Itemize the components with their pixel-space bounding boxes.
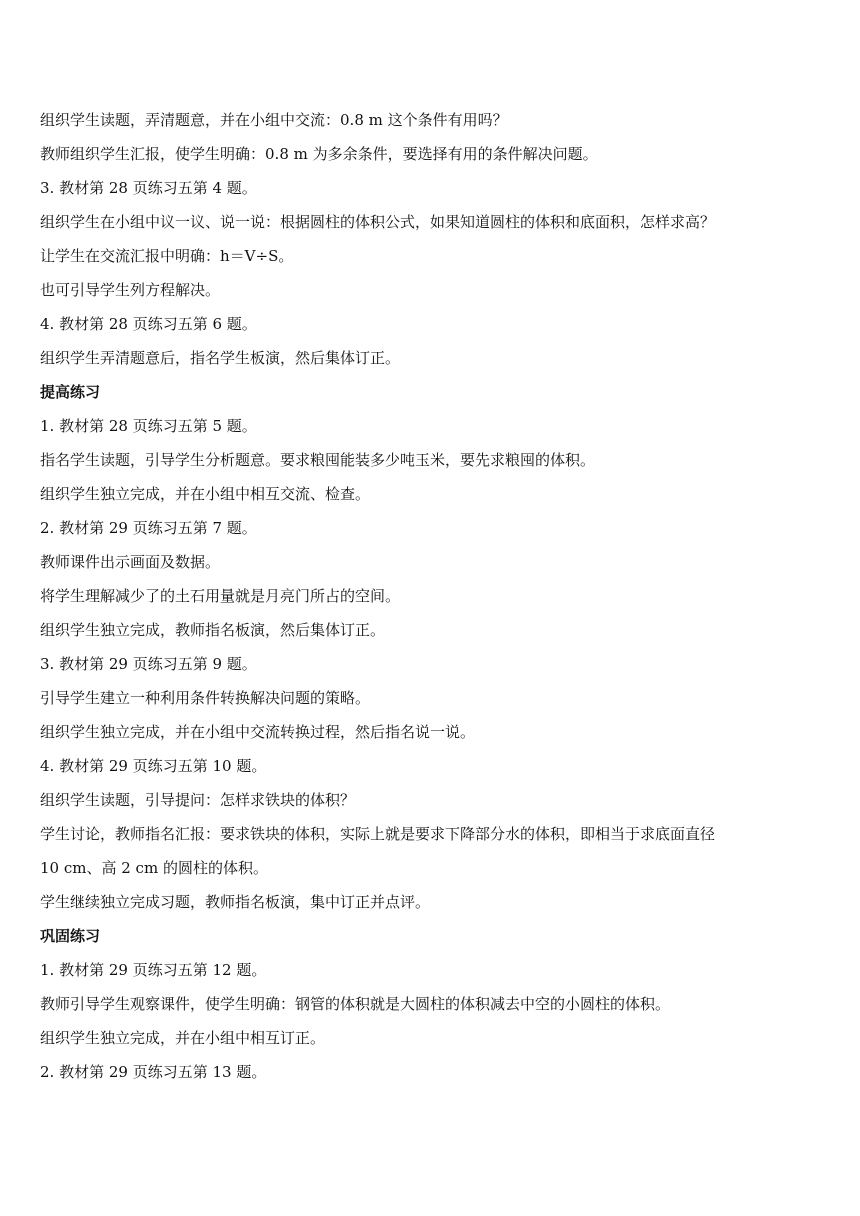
paragraph: 组织学生独立完成，并在小组中相互交流、检查。 bbox=[40, 485, 371, 503]
paragraph: 教师引导学生观察课件，使学生明确：钢管的体积就是大圆柱的体积减去中空的小圆柱的体积。 bbox=[40, 995, 671, 1013]
paragraph: 组织学生弄清题意后，指名学生板演，然后集体订正。 bbox=[40, 349, 401, 367]
section-heading-consolidation: 巩固练习 bbox=[40, 927, 101, 945]
exercise-item: 1. 教材第 28 页练习五第 5 题。 bbox=[40, 417, 257, 435]
paragraph: 指名学生读题，引导学生分析题意。要求粮囤能装多少吨玉米，要先求粮囤的体积。 bbox=[40, 451, 596, 469]
exercise-item: 2. 教材第 29 页练习五第 13 题。 bbox=[40, 1063, 267, 1081]
paragraph: 教师组织学生汇报，使学生明确：0.8 m 为多余条件，要选择有用的条件解决问题。 bbox=[40, 145, 598, 163]
paragraph: 将学生理解减少了的土石用量就是月亮门所占的空间。 bbox=[40, 587, 401, 605]
paragraph: 组织学生读题，弄清题意，并在小组中交流：0.8 m 这个条件有用吗？ bbox=[40, 111, 508, 129]
paragraph: 也可引导学生列方程解决。 bbox=[40, 281, 221, 299]
exercise-item: 1. 教材第 29 页练习五第 12 题。 bbox=[40, 961, 267, 979]
section-heading-improvement: 提高练习 bbox=[40, 383, 101, 401]
paragraph: 组织学生独立完成，并在小组中相互订正。 bbox=[40, 1029, 326, 1047]
exercise-item: 4. 教材第 28 页练习五第 6 题。 bbox=[40, 315, 257, 333]
exercise-item: 4. 教材第 29 页练习五第 10 题。 bbox=[40, 757, 267, 775]
paragraph: 组织学生独立完成，教师指名板演，然后集体订正。 bbox=[40, 621, 386, 639]
exercise-item: 3. 教材第 28 页练习五第 4 题。 bbox=[40, 179, 257, 197]
paragraph: 引导学生建立一种利用条件转换解决问题的策略。 bbox=[40, 689, 371, 707]
paragraph: 组织学生读题，引导提问：怎样求铁块的体积？ bbox=[40, 791, 356, 809]
paragraph: 学生继续独立完成习题，教师指名板演，集中订正并点评。 bbox=[40, 893, 431, 911]
paragraph-continuation: 10 cm、高 2 cm 的圆柱的体积。 bbox=[40, 859, 268, 877]
exercise-item: 3. 教材第 29 页练习五第 9 题。 bbox=[40, 655, 257, 673]
paragraph: 组织学生独立完成，并在小组中交流转换过程，然后指名说一说。 bbox=[40, 723, 476, 741]
paragraph: 组织学生在小组中议一议、说一说：根据圆柱的体积公式，如果知道圆柱的体积和底面积，怎样求高？ bbox=[40, 213, 716, 231]
document-body bbox=[40, 103, 830, 1089]
paragraph: 教师课件出示画面及数据。 bbox=[40, 553, 221, 571]
formula-paragraph: 让学生在交流汇报中明确：h＝V÷S。 bbox=[40, 247, 294, 265]
paragraph: 学生讨论，教师指名汇报：要求铁块的体积，实际上就是要求下降部分水的体积，即相当于求底面直径 bbox=[40, 825, 716, 843]
exercise-item: 2. 教材第 29 页练习五第 7 题。 bbox=[40, 519, 257, 537]
